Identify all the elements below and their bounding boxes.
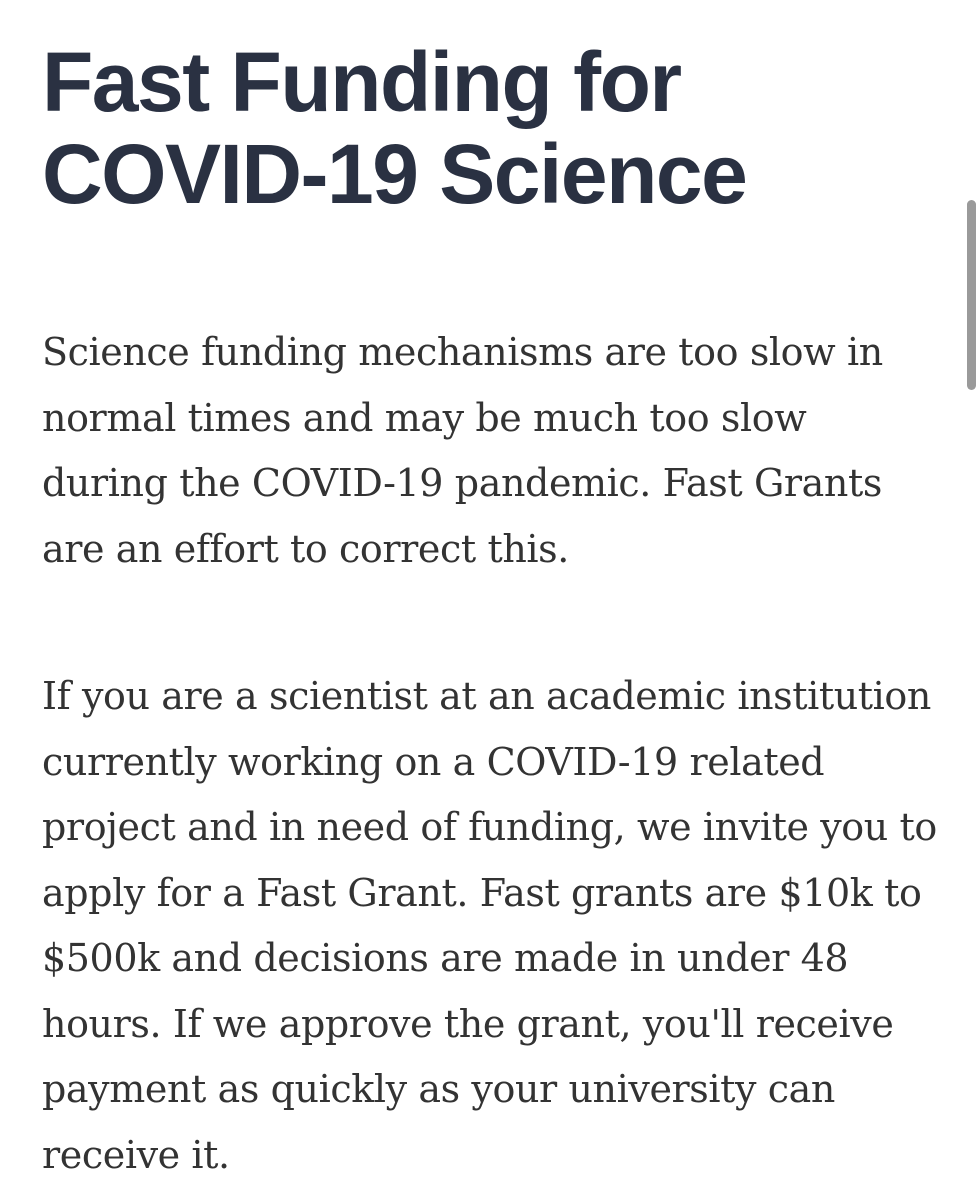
- intro-paragraph: Science funding mechanisms are too slow in normal times and may be much too slow during the COVID-19 pandemic. Fast Grants are an effort to correct this.: [42, 330, 883, 571]
- page-title-line-2: COVID-19 Science: [42, 127, 747, 221]
- page-title-line-1: Fast Funding for: [42, 35, 681, 129]
- page-title: [42, 36, 942, 220]
- vertical-scrollbar[interactable]: [967, 200, 976, 390]
- invitation-paragraph: If you are a scientist at an academic institution currently working on a COVID-19 related project and in need of funding, we invite you to apply for a Fast Grant. Fast grants are $10k to $500k and decisions are made in under 48 hours. If we approve the grant, you'll receive payment as quickly as your university can receive it.: [42, 674, 937, 1177]
- article-content: [42, 36, 942, 1188]
